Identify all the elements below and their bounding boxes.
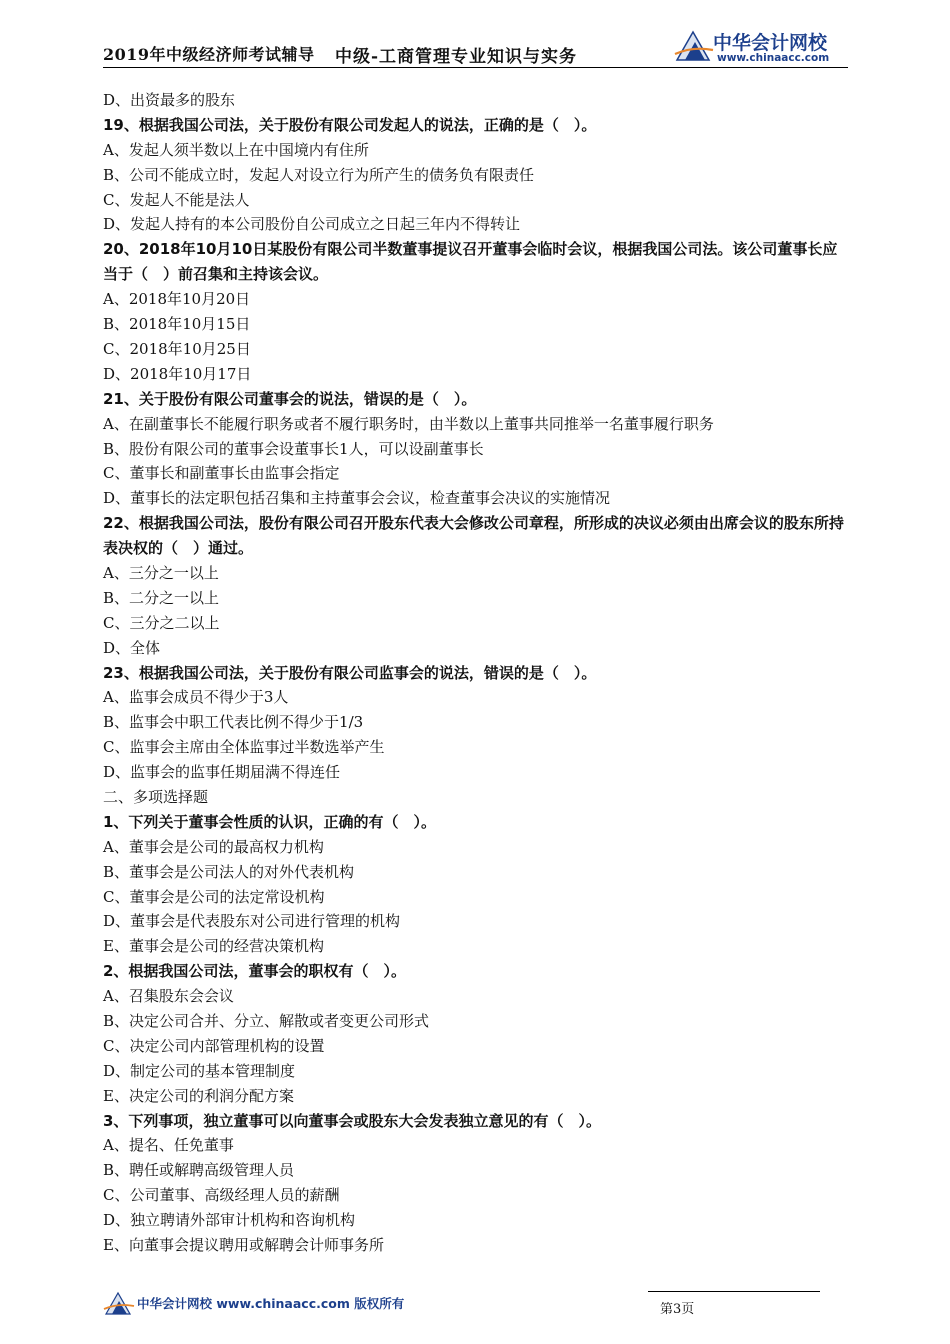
answer-option: C、董事会是公司的法定常设机构 xyxy=(103,887,325,906)
answer-option: B、2018年10月15日 xyxy=(103,315,251,334)
header-divider xyxy=(103,67,848,68)
logo-url: www.chinaacc.com xyxy=(717,52,830,64)
question-stem: 22、根据我国公司法，股份有限公司召开股东代表大会修改公司章程，所形成的决议必须由出席会议的股东所持表决权的（ ）通过。 xyxy=(103,514,844,558)
answer-option: D、全体 xyxy=(103,638,161,657)
answer-option: D、监事会的监事任期届满不得连任 xyxy=(103,763,341,782)
page-footer xyxy=(103,1290,820,1320)
answer-option: A、董事会是公司的最高权力机构 xyxy=(103,837,324,856)
answer-option: A、召集股东会会议 xyxy=(103,987,234,1006)
answer-option: D、制定公司的基本管理制度 xyxy=(103,1061,296,1080)
header-subject: 中级-工商管理专业知识与实务 xyxy=(335,47,578,67)
answer-option: E、决定公司的利润分配方案 xyxy=(103,1086,294,1105)
answer-option: B、决定公司合并、分立、解散或者变更公司形式 xyxy=(103,1012,430,1031)
question-stem: 23、根据我国公司法，关于股份有限公司监事会的说法，错误的是（ ）。 xyxy=(103,663,597,682)
page-number: 第3页 xyxy=(660,1302,695,1317)
answer-option: D、2018年10月17日 xyxy=(103,364,252,383)
answer-option: A、监事会成员不得少于3人 xyxy=(103,688,289,707)
answer-option: A、在副董事长不能履行职务或者不履行职务时，由半数以上董事共同推举一名董事履行职务 xyxy=(103,414,714,433)
footer-divider xyxy=(648,1291,820,1292)
chinaacc-logo[interactable] xyxy=(673,28,848,66)
triangle-logo-icon xyxy=(673,28,715,62)
answer-option: A、提名、任免董事 xyxy=(103,1136,234,1155)
answer-option: D、独立聘请外部审计机构和咨询机构 xyxy=(103,1211,356,1230)
answer-option: E、董事会是公司的经营决策机构 xyxy=(103,937,324,956)
question-stem: 21、关于股份有限公司董事会的说法，错误的是（ ）。 xyxy=(103,389,477,408)
document-body xyxy=(103,88,851,1258)
answer-option: D、董事长的法定职包括召集和主持董事会会议，检查董事会决议的实施情况 xyxy=(103,489,611,508)
answer-option: A、2018年10月20日 xyxy=(103,290,251,309)
answer-option: C、2018年10月25日 xyxy=(103,339,251,358)
answer-option: A、三分之一以上 xyxy=(103,563,219,582)
answer-option: C、三分之二以上 xyxy=(103,613,220,632)
answer-option: C、发起人不能是法人 xyxy=(103,190,250,209)
answer-option: D、发起人持有的本公司股份自公司成立之日起三年内不得转让 xyxy=(103,215,521,234)
question-stem: 20、2018年10月10日某股份有限公司半数董事提议召开董事会临时会议，根据我国公司法。该公司董事长应当于（ ）前召集和主持该会议。 xyxy=(103,240,838,284)
answer-option: 二、多项选择题 xyxy=(103,788,209,806)
answer-option: B、二分之一以上 xyxy=(103,588,220,607)
answer-option: B、董事会是公司法人的对外代表机构 xyxy=(103,862,355,881)
answer-option: C、董事长和副董事长由监事会指定 xyxy=(103,464,340,483)
answer-option: D、出资最多的股东 xyxy=(103,91,236,109)
question-stem: 3、下列事项，独立董事可以向董事会或股东大会发表独立意见的有（ ）。 xyxy=(103,1111,601,1130)
answer-option: D、董事会是代表股东对公司进行管理的机构 xyxy=(103,912,401,931)
answer-option: C、决定公司内部管理机构的设置 xyxy=(103,1036,325,1055)
page-header xyxy=(103,28,848,68)
answer-option: B、聘任或解聘高级管理人员 xyxy=(103,1161,295,1180)
answer-option: B、监事会中职工代表比例不得少于1/3 xyxy=(103,713,364,732)
question-stem: 2、根据我国公司法，董事会的职权有（ ）。 xyxy=(103,962,406,981)
footer-copyright: 中华会计网校 www.chinaacc.com 版权所有 xyxy=(137,1296,405,1311)
answer-option: C、监事会主席由全体监事过半数选举产生 xyxy=(103,738,385,757)
logo-name: 中华会计网校 xyxy=(713,32,828,54)
answer-option: C、公司董事、高级经理人员的薪酬 xyxy=(103,1186,340,1205)
answer-option: B、公司不能成立时，发起人对设立行为所产生的债务负有限责任 xyxy=(103,165,535,184)
question-stem: 1、下列关于董事会性质的认识，正确的有（ ）。 xyxy=(103,812,436,831)
answer-option: A、发起人须半数以上在中国境内有住所 xyxy=(103,140,369,159)
question-stem: 19、根据我国公司法，关于股份有限公司发起人的说法，正确的是（ ）。 xyxy=(103,115,597,134)
footer-logo-icon xyxy=(103,1290,135,1316)
answer-option: E、向董事会提议聘用或解聘会计师事务所 xyxy=(103,1236,384,1255)
answer-option: B、股份有限公司的董事会设董事长1人，可以设副董事长 xyxy=(103,439,484,458)
header-title: 2019年中级经济师考试辅导 xyxy=(103,45,315,64)
